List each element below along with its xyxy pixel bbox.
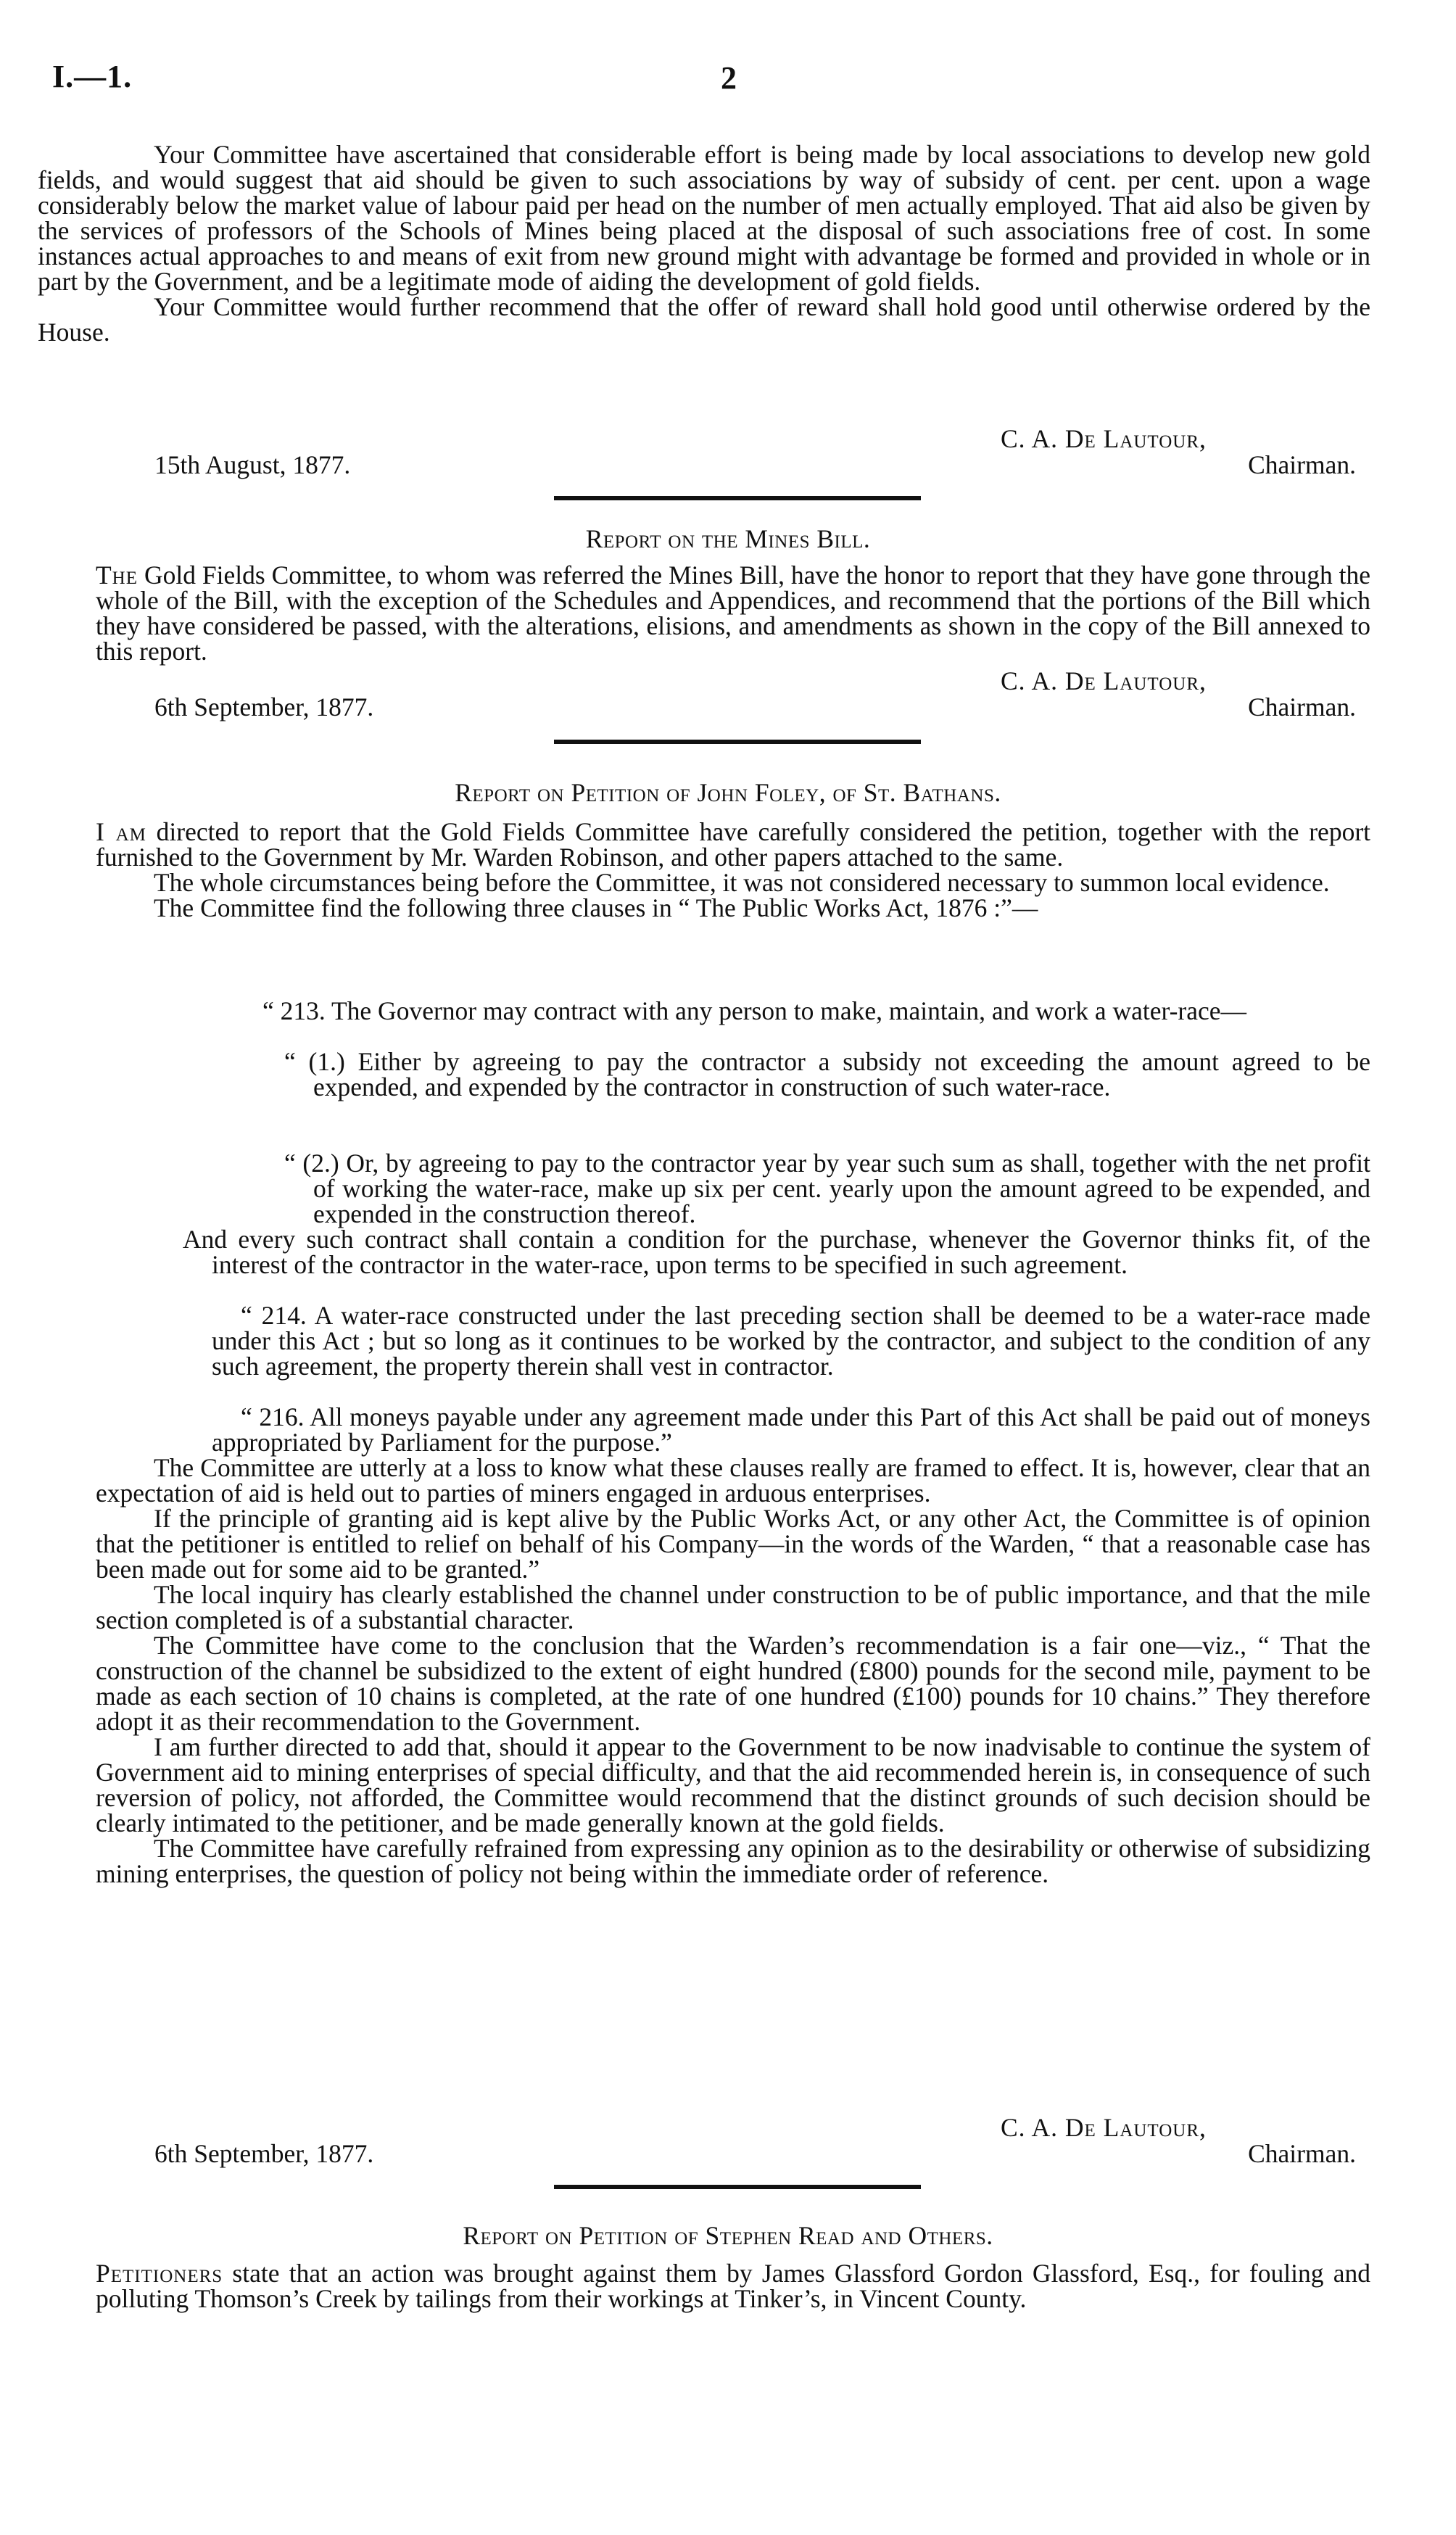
paragraph: The whole circumstances being before the Committee, it was not considered necessary to summon local evidence.	[154, 868, 1330, 897]
paragraph: Your Committee would further recommend that the offer of reward shall hold good until otherwise ordered by the House.	[38, 292, 1370, 347]
paragraph: The Committee have carefully refrained from expressing any opinion as to the desirability or otherwise of subsidizing mining enterprises, the question of policy not being within the immediate order of reference.	[96, 1834, 1370, 1888]
signature-name: C. A. De Lautour,	[1001, 424, 1207, 453]
paragraph-text: Gold Fields Committee, to whom was referred the Mines Bill, have the honor to report that they have gone through the whole of the Bill, with the exception of the Schedules and Appendices, and recommend that the portions of the Bill which they have considered be passed, with the alterations, elisions, and amendments as shown in the copy of the Bill annexed to this report.	[96, 561, 1370, 666]
signature-name: C. A. De Lautour,	[1001, 666, 1207, 695]
lead-word: The	[96, 561, 138, 590]
quoted-clause-213-tail	[183, 1225, 1370, 1279]
paragraph: The Committee find the following three clauses in “ The Public Works Act, 1876 :”—	[154, 893, 1038, 922]
paragraph	[96, 2261, 1370, 2312]
foley-petition-report-body	[96, 1455, 1370, 1887]
section-title: Report on Petition of John Foley, of St. Bathans.	[455, 778, 1001, 807]
lead-word: Petitioners	[96, 2259, 223, 2288]
signature-role: Chairman.	[1248, 692, 1356, 721]
paragraph: The local inquiry has clearly established the channel under construction to be of public importance, and that the mile section completed is of a substantial character.	[96, 1580, 1370, 1634]
lead-word: I am	[96, 817, 146, 846]
paragraph	[96, 563, 1370, 664]
section-divider	[554, 2185, 921, 2189]
signature-role: Chairman.	[1248, 2139, 1356, 2168]
paragraph: I am further directed to add that, should it appear to the Government to be now inadvisable to continue the system of Government aid to mining enterprises of special difficulty, and that the aid recommended herein is, in consequence of such reversion of policy, not afforded, the Committee would recommend that the distinct grounds of such decision should be clearly intimated to the petitioner, and be made generally known at the gold fields.	[96, 1732, 1370, 1837]
section-title: Report on the Mines Bill.	[585, 524, 871, 553]
document-reference: I.—1.	[52, 59, 133, 94]
paragraph: The Committee have come to the conclusion that the Warden’s recommendation is a fair one—viz., “ That the construction of the channel be subsidized to the extent of eight hundred (£800) pounds for the second mile, payment to be made as each section of 10 chains is completed, at the rate of one hundred (£100) pounds for 10 chains.” They therefore adopt it as their recommendation to the Government.	[96, 1631, 1370, 1736]
report-date: 15th August, 1877.	[154, 450, 351, 479]
clause-text: “ 214. A water-race constructed under the last preceding section shall be deemed to be a water-race made under this Act ; but so long as it continues to be worked by the contractor, and subject to the condition of any such agreement, the property therein shall vest in contractor.	[212, 1301, 1370, 1381]
clause-text: “ 213. The Governor may contract with any person to make, maintain, and work a water-race—	[262, 996, 1247, 1025]
page-number: 2	[721, 60, 737, 96]
read-petition-report	[96, 2261, 1370, 2312]
committee-report-continuation	[38, 140, 1370, 347]
section-divider	[554, 496, 921, 500]
report-date: 6th September, 1877.	[154, 2139, 374, 2168]
signature-name: C. A. De Lautour,	[1001, 2113, 1207, 2142]
quoted-clause-214	[212, 1303, 1370, 1379]
quoted-clause-213	[154, 998, 1370, 1024]
quoted-clause-216	[212, 1402, 1370, 1457]
quoted-subclause-2	[284, 1149, 1370, 1228]
paragraph: The Committee are utterly at a loss to know what these clauses really are framed to effect. It is, however, clear that an expectation of aid is held out to parties of miners engaged in arduous enterprises.	[96, 1453, 1370, 1508]
signature-role: Chairman.	[1248, 450, 1356, 479]
paragraph: If the principle of granting aid is kept alive by the Public Works Act, or any other Act, the Committee is of opinion that the petitioner is entitled to relief on behalf of his Company—in the words of the Warden, “ that a reasonable case has been made out for some aid to be granted.”	[96, 1504, 1370, 1584]
clause-text: “ (2.) Or, by agreeing to pay to the contractor year by year such sum as shall, together with the net profit of working the water-race, make up six per cent. yearly upon the amount agreed to be expended, and expended in the construction thereof.	[284, 1149, 1370, 1228]
mines-bill-report	[96, 563, 1370, 664]
section-divider	[554, 740, 921, 744]
foley-petition-report-intro	[96, 819, 1370, 921]
clause-text: And every such contract shall contain a condition for the purchase, whenever the Governor thinks fit, of the interest of the contractor in the water-race, upon terms to be specified in such agreement.	[183, 1225, 1370, 1279]
clause-text: “ 216. All moneys payable under any agreement made under this Part of this Act shall be paid out of moneys appropriated by Parliament for the purpose.”	[212, 1402, 1370, 1457]
quoted-subclause-1	[284, 1047, 1370, 1101]
report-date: 6th September, 1877.	[154, 692, 374, 721]
paragraph: Your Committee have ascertained that considerable effort is being made by local associations to develop new gold fields, and would suggest that aid should be given to such associations by way of subsidy of cent. per cent. upon a wage considerably below the market value of labour paid per head on the number of men actually employed. That aid also be given by the services of professors of the Schools of Mines being placed at the disposal of such associations free of cost. In some instances actual approaches to and means of exit from new ground might with advantage be formed and provided in whole or in part by the Government, and be a legitimate mode of aiding the development of gold fields.	[38, 140, 1370, 296]
paragraph-text: state that an action was brought against them by James Glassford Gordon Glassford, Esq., for fouling and polluting Thomson’s Creek by tailings from their workings at Tinker’s, in Vincent County.	[96, 2259, 1370, 2313]
section-title: Report on Petition of Stephen Read and Others.	[463, 2221, 993, 2250]
paragraph-text: directed to report that the Gold Fields Committee have carefully considered the petition, together with the report furnished to the Government by Mr. Warden Robinson, and other papers attached to the same.	[96, 817, 1371, 872]
clause-text: “ (1.) Either by agreeing to pay the contractor a subsidy not exceeding the amount agreed to be expended, and expended by the contractor in construction of such water-race.	[284, 1047, 1370, 1101]
paragraph	[96, 819, 1370, 870]
